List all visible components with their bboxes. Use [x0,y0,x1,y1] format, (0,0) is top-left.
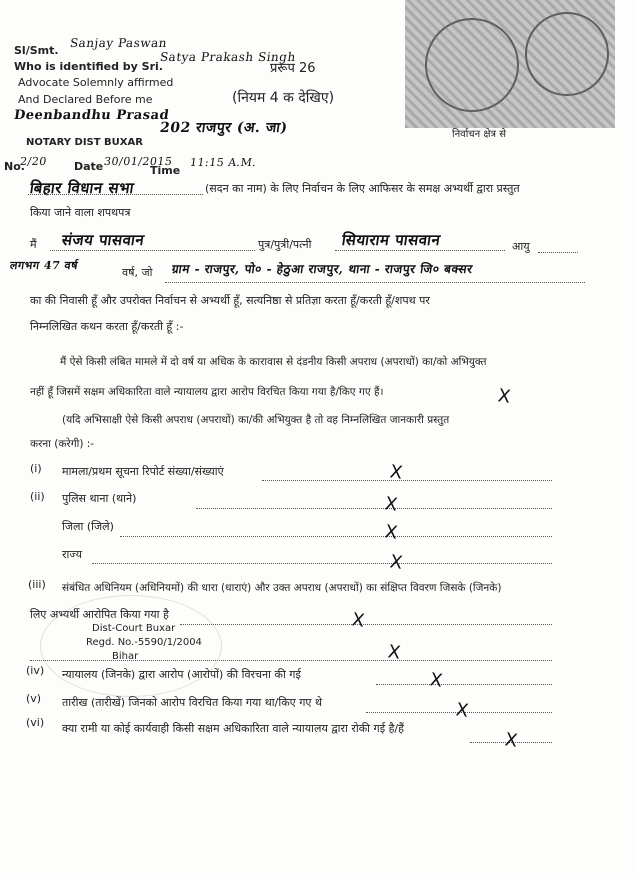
form-title: प्ररूप 26 [270,61,316,76]
notary-time-label: Time [150,164,181,177]
item-3-num: (iii) [28,578,46,591]
para2-line-1: (यदि अभिसाक्षी ऐसे किसी अपराध (अपराधों) का/की अभियुक्त है तो वह निम्नलिखित जानकारी प्रस्तुत [62,414,450,426]
mark-x-para1: X [496,385,512,408]
relation-label: पुत्र/पुत्री/पत्नी [258,238,312,251]
item-5-num: (v) [26,692,42,705]
para1-line-2: नहीं हूँ जिसमें सक्षम अधिकारिता वाले न्यायालय द्वारा आरोप विरचित किया गया है/किए गए हैं। [30,386,384,398]
father-underline [335,250,505,251]
revenue-stamp [405,0,615,128]
age-label: आयु [512,240,530,253]
item-2-label: पुलिस थाना (थाने) [62,492,137,505]
main-prefix: मैं [30,238,37,251]
item-4-label: न्यायालय (जिनके) द्वारा आरोप (आरोपों) की विरचना की गई [62,668,301,681]
item-1-label: मामला/प्रथम सूचना रिपोर्ट संख्या/संख्याएं [62,465,224,478]
notary-hand-identified: Satya Prakash Singh [159,50,297,64]
age-underline [538,252,578,253]
statement-line: निम्नलिखित कथन करता हूँ/करती हूँ :- [30,320,184,333]
mark-x-item-6: X [503,729,519,752]
item-3-underline [180,624,552,625]
notary-date-label: Date [74,160,104,173]
hand-father-name: सियाराम पासवान [340,231,442,249]
address-underline [165,282,585,283]
notary-hand-time: 11:15 A.M. [189,156,258,169]
intro-line-2: किया जाने वाला शपथपत्र [30,206,131,219]
para2-line-2: करना (करेगी) :- [30,438,95,450]
mark-x-item-3: X [350,609,366,632]
item-5-label: तारीख (तारीखें) जिनको आरोप विरचित किया गया था/किए गए थे [62,696,323,709]
notary-hand-no: 2/20 [19,155,48,168]
seal-line-2: Regd. No.-5590/1/2004 [86,637,202,648]
notary-hand-date: 30/01/2015 [103,155,174,168]
seal-line-3: Bihar [112,651,139,662]
notary-no-label: No. [4,160,25,173]
item-state-underline [92,563,552,564]
item-6-label: क्या रामी या कोई कार्यवाही किसी सक्षम अधिकारिता वाले न्यायालय द्वारा रोकी गई है/हैं [62,722,404,735]
hand-house-name: बिहार विधान सभा [28,179,136,197]
intro-line-1: (सदन का नाम) के लिए निर्वाचन के लिए आफिसर के समक्ष अभ्यर्थी द्वारा प्रस्तुत [205,182,520,195]
years-label: वर्ष, जो [122,266,153,279]
mark-x-item-2: X [383,493,399,516]
item-1-num: (i) [30,462,42,475]
mark-x-district: X [383,521,399,544]
item-1-underline [262,480,552,481]
para1-line-1: मैं ऐसे किसी लंबित मामले में दो वर्ष या अधिक के कारावास से दंडनीय किसी अपराध (अपराधों) का/को अभियुक्त [60,356,487,368]
notary-identified-label: Who is identified by Sri. [14,60,163,73]
item-3-label-2: लिए अभ्यर्थी आरोपित किया गया है [30,608,169,621]
mark-x-item-3b: X [386,641,402,664]
mark-x-item-5: X [454,699,470,722]
notary-hand-name: Deenbandhu Prasad [12,108,171,123]
hand-candidate-name: संजय पासवान [60,231,146,249]
mark-x-item-4: X [428,669,444,692]
notary-declared-line: And Declared Before me [18,93,153,106]
notary-sl-label: Sl/Smt. [14,44,59,57]
hand-age: लगभग 47 वर्ष [9,259,79,272]
name-underline [50,250,255,251]
mark-x-state: X [388,551,404,574]
item-district-underline [120,536,552,537]
item-6-num: (vi) [26,716,45,729]
item-3-label: संबंधित अधिनियम (अधिनियमों) की धारा (धाराएं) और उक्त अपराध (अपराधों) का संक्षिप्त विवरण जिसके (जिनके) [62,582,502,594]
resident-line: का की निवासी हूँ और उपरोक्त निर्वाचन से अभ्यर्थी हूँ, सत्यनिष्ठा से प्रतिज्ञा करता हूँ/करती हूँ/शपथ पर [30,294,430,307]
notary-title: NOTARY DIST BUXAR [26,137,143,148]
seal-line-1: Dist-Court Buxar [92,623,176,634]
hand-constituency: 202 राजपुर (अ. जा) [158,120,289,136]
item-4-underline [376,684,552,685]
constituency-note: निर्वाचन क्षेत्र से [452,129,506,140]
item-state-label: राज्य [62,548,83,561]
mark-x-item-1: X [388,461,404,484]
item-2-underline [196,508,552,509]
item-4-num: (iv) [26,664,45,677]
form-subtitle: (नियम 4 क देखिए) [232,90,335,106]
notary-hand-sl: Sanjay Paswan [69,36,169,50]
item-district-label: जिला (जिले) [62,520,114,533]
house-underline [28,194,203,195]
hand-address: ग्राम - राजपुर, पो० - हेठुआ राजपुर, थाना - राजपुर जि० बक्सर [170,262,474,276]
notary-advocate-line: Advocate Solemnly affirmed [18,76,174,89]
item-2-num: (ii) [30,490,45,503]
